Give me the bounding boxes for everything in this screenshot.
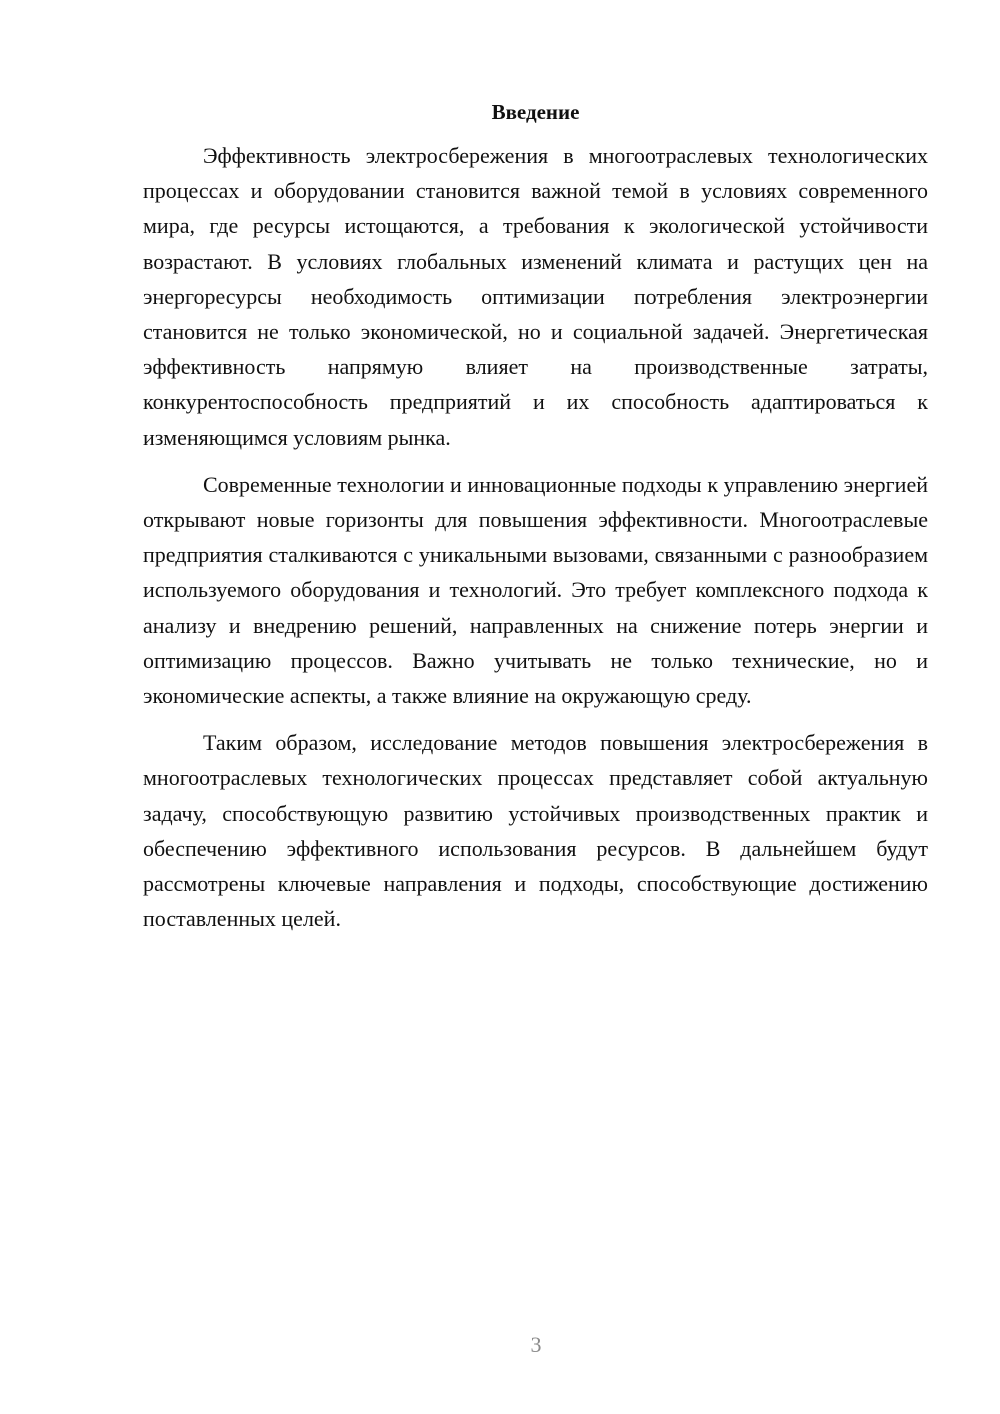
paragraph-1: Эффективность электросбережения в многоотраслевых технологических процессах и оборудовании становится важной темой в условиях современного мира, где ресурсы истощаются, а требования к экологической устойчивости возрастают. В условиях глобальных изменений климата и растущих цен на энергоресурсы необходимость оптимизации потребления электроэнергии становится не только экономической, но и социальной задачей. Энергетическая эффективность напрямую влияет на производственные затраты, конкурентоспособность предприятий и их способность адаптироваться к изменяющимся условиям рынка. [143,143,928,450]
section-heading: Введение [491,100,580,124]
page-number: 3 [530,1332,542,1357]
paragraph-2: Современные технологии и инновационные подходы к управлению энергией открывают новые горизонты для повышения эффективности. Многоотраслевые предприятия сталкиваются с уникальными вызовами, связанными с разнообразием используемого оборудования и технологий. Это требует комплексного подхода к анализу и внедрению решений, направленных на снижение потерь энергии и оптимизацию процессов. Важно учитывать не только технические, но и экономические аспекты, а также влияние на окружающую среду. [143,471,928,709]
paragraph-3: Таким образом, исследование методов повышения электросбережения в многоотраслевых технологических процессах представляет собой актуальную задачу, способствующую развитию устойчивых производственных практик и обеспечению эффективного использования ресурсов. В дальнейшем будут рассмотрены ключевые направления и подходы, способствующие достижению поставленных целей. [143,730,928,932]
page-content [143,96,928,936]
